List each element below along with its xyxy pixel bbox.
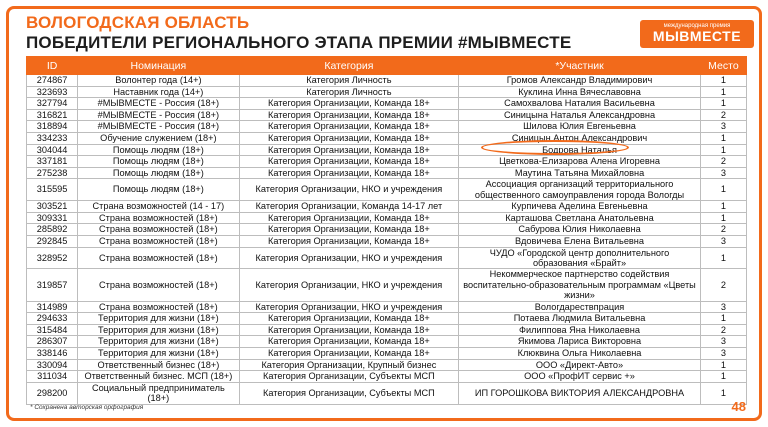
table-header-row — [27, 57, 747, 75]
cell-id: 315484 — [27, 324, 78, 336]
cell-participant: Шилова Юлия Евгеньевна — [459, 121, 701, 133]
cell-participant: Маутина Татьяна Михайловна — [459, 167, 701, 179]
cell-id: 334233 — [27, 132, 78, 144]
cell-nomination: Помощь людям (18+) — [78, 167, 239, 179]
cell-nomination: Ответственный бизнес (18+) — [78, 359, 239, 371]
page-number: 48 — [731, 399, 746, 414]
cell-category: Категория Организации, Команда 18+ — [239, 313, 459, 325]
cell-place: 2 — [700, 324, 746, 336]
cell-place: 1 — [700, 98, 746, 110]
cell-nomination: Страна возможностей (14 - 17) — [78, 201, 239, 213]
cell-nomination: Территория для жизни (18+) — [78, 313, 239, 325]
cell-participant: Вологдарествпрация — [459, 301, 701, 313]
cell-id: 315595 — [27, 179, 78, 201]
cell-id: 337181 — [27, 156, 78, 168]
cell-category: Категория Организации, Команда 18+ — [239, 132, 459, 144]
table-row — [27, 269, 747, 301]
cell-participant: Карташова Светлана Анатольевна — [459, 212, 701, 224]
page-title: ПОБЕДИТЕЛИ РЕГИОНАЛЬНОГО ЭТАПА ПРЕМИИ #МЫВМЕСТЕ — [26, 33, 572, 52]
table-row — [27, 109, 747, 121]
cell-category: Категория Организации, Крупный бизнес — [239, 359, 459, 371]
cell-participant: Сабурова Юлия Николаевна — [459, 224, 701, 236]
cell-nomination: Помощь людям (18+) — [78, 179, 239, 201]
column-header-nomination: Номинация — [78, 57, 239, 75]
cell-participant: Громов Александр Владимирович — [459, 75, 701, 87]
column-header-place: Место — [700, 57, 746, 75]
cell-place: 1 — [700, 86, 746, 98]
cell-participant: Вдовичева Елена Витальевна — [459, 235, 701, 247]
cell-category: Категория Организации, НКО и учреждения — [239, 179, 459, 201]
cell-id: 319857 — [27, 269, 78, 301]
table-row — [27, 382, 747, 404]
cell-place: 3 — [700, 336, 746, 348]
cell-nomination: Страна возможностей (18+) — [78, 235, 239, 247]
cell-id: 292845 — [27, 235, 78, 247]
column-header-id: ID — [27, 57, 78, 75]
table-row — [27, 98, 747, 110]
table-row — [27, 359, 747, 371]
cell-nomination: Волонтер года (14+) — [78, 75, 239, 87]
cell-place: 3 — [700, 167, 746, 179]
region-title: ВОЛОГОДСКАЯ ОБЛАСТЬ — [26, 13, 250, 32]
cell-participant: ООО «Директ-Авто» — [459, 359, 701, 371]
cell-participant: Синицын Антон Александрович — [459, 132, 701, 144]
logo-subtitle: международная премия — [663, 23, 731, 29]
cell-place: 3 — [700, 301, 746, 313]
table-row — [27, 144, 747, 156]
table-row — [27, 313, 747, 325]
cell-id: 327794 — [27, 98, 78, 110]
cell-nomination: #МЫВМЕСТЕ - Россия (18+) — [78, 121, 239, 133]
cell-nomination: Страна возможностей (18+) — [78, 301, 239, 313]
cell-place: 1 — [700, 179, 746, 201]
cell-place: 3 — [700, 121, 746, 133]
cell-id: 338146 — [27, 347, 78, 359]
cell-category: Категория Организации, Команда 18+ — [239, 121, 459, 133]
cell-id: 304044 — [27, 144, 78, 156]
table-row — [27, 301, 747, 313]
cell-place: 1 — [700, 247, 746, 269]
cell-id: 309331 — [27, 212, 78, 224]
winners-table — [26, 56, 747, 405]
cell-place: 1 — [700, 212, 746, 224]
cell-nomination: Территория для жизни (18+) — [78, 324, 239, 336]
cell-nomination: #МЫВМЕСТЕ - Россия (18+) — [78, 98, 239, 110]
table-row — [27, 347, 747, 359]
cell-id: 311034 — [27, 371, 78, 383]
cell-id: 314989 — [27, 301, 78, 313]
table-row — [27, 235, 747, 247]
table-row — [27, 75, 747, 87]
brand-logo — [640, 20, 754, 48]
cell-category: Категория Личность — [239, 75, 459, 87]
cell-nomination: Территория для жизни (18+) — [78, 347, 239, 359]
cell-id: 316821 — [27, 109, 78, 121]
cell-place: 3 — [700, 347, 746, 359]
cell-participant: Самохвалова Наталия Васильевна — [459, 98, 701, 110]
cell-place: 2 — [700, 269, 746, 301]
cell-id: 285892 — [27, 224, 78, 236]
cell-place: 1 — [700, 144, 746, 156]
cell-nomination: Обучение служением (18+) — [78, 132, 239, 144]
cell-category: Категория Организации, Команда 14-17 лет — [239, 201, 459, 213]
cell-participant: Цветкова-Елизарова Алена Игоревна — [459, 156, 701, 168]
cell-participant: Синицына Наталья Александровна — [459, 109, 701, 121]
cell-category: Категория Организации, Команда 18+ — [239, 336, 459, 348]
cell-place: 1 — [700, 75, 746, 87]
cell-id: 275238 — [27, 167, 78, 179]
cell-participant: ООО «ПрофИТ сервис +» — [459, 371, 701, 383]
cell-place: 1 — [700, 382, 746, 404]
cell-category: Категория Организации, Команда 18+ — [239, 235, 459, 247]
table-row — [27, 121, 747, 133]
cell-nomination: Страна возможностей (18+) — [78, 269, 239, 301]
cell-participant: Бодрова Наталья — [459, 144, 701, 156]
table-row — [27, 212, 747, 224]
table-row — [27, 86, 747, 98]
cell-category: Категория Организации, Команда 18+ — [239, 167, 459, 179]
cell-category: Категория Организации, Команда 18+ — [239, 144, 459, 156]
table-body — [27, 75, 747, 405]
cell-nomination: Страна возможностей (18+) — [78, 247, 239, 269]
cell-category: Категория Организации, НКО и учреждения — [239, 301, 459, 313]
cell-place: 1 — [700, 313, 746, 325]
cell-id: 328952 — [27, 247, 78, 269]
cell-place: 3 — [700, 235, 746, 247]
cell-id: 330094 — [27, 359, 78, 371]
cell-participant: Куклина Инна Вячеславовна — [459, 86, 701, 98]
cell-participant: Курпичева Аделина Евгеньевна — [459, 201, 701, 213]
table-row — [27, 201, 747, 213]
table-row — [27, 324, 747, 336]
cell-nomination: Страна возможностей (18+) — [78, 212, 239, 224]
cell-participant: Клюквина Ольга Николаевна — [459, 347, 701, 359]
cell-place: 2 — [700, 156, 746, 168]
logo-wordmark: МЫВМЕСТЕ — [652, 28, 742, 44]
cell-nomination: Наставник года (14+) — [78, 86, 239, 98]
cell-id: 303521 — [27, 201, 78, 213]
cell-participant: Якимова Лариса Викторовна — [459, 336, 701, 348]
cell-category: Категория Организации, Команда 18+ — [239, 109, 459, 121]
cell-nomination: Страна возможностей (18+) — [78, 224, 239, 236]
table-row — [27, 179, 747, 201]
cell-nomination: Помощь людям (18+) — [78, 144, 239, 156]
table-row — [27, 247, 747, 269]
cell-participant: ЧУДО «Городской центр дополнительного образования «Брайт» — [459, 247, 701, 269]
cell-participant: Филиппова Яна Николаевна — [459, 324, 701, 336]
table-row — [27, 167, 747, 179]
cell-nomination: Ответственный бизнес. МСП (18+) — [78, 371, 239, 383]
cell-nomination: Территория для жизни (18+) — [78, 336, 239, 348]
cell-category: Категория Организации, Команда 18+ — [239, 224, 459, 236]
footnote: * Сохранена авторская орфография — [30, 404, 144, 411]
cell-category: Категория Организации, НКО и учреждения — [239, 269, 459, 301]
table-row — [27, 224, 747, 236]
cell-nomination: Помощь людям (18+) — [78, 156, 239, 168]
cell-category: Категория Личность — [239, 86, 459, 98]
cell-place: 1 — [700, 132, 746, 144]
cell-category: Категория Организации, НКО и учреждения — [239, 247, 459, 269]
cell-category: Категория Организации, Команда 18+ — [239, 98, 459, 110]
cell-category: Категория Организации, Команда 18+ — [239, 212, 459, 224]
cell-id: 286307 — [27, 336, 78, 348]
cell-participant: Некоммерческое партнерство содействия воспитательно-образовательным программам «Цветы жизни» — [459, 269, 701, 301]
cell-place: 2 — [700, 224, 746, 236]
cell-category: Категория Организации, Команда 18+ — [239, 156, 459, 168]
cell-place: 2 — [700, 109, 746, 121]
table-row — [27, 371, 747, 383]
cell-place: 1 — [700, 371, 746, 383]
cell-id: 318894 — [27, 121, 78, 133]
cell-category: Категория Организации, Субъекты МСП — [239, 371, 459, 383]
cell-participant: Ассоциация организаций территориального общественного самоуправления города Вологды — [459, 179, 701, 201]
table-row — [27, 156, 747, 168]
cell-id: 298200 — [27, 382, 78, 404]
cell-nomination: #МЫВМЕСТЕ - Россия (18+) — [78, 109, 239, 121]
cell-participant: ИП ГОРОШКОВА ВИКТОРИЯ АЛЕКСАНДРОВНА — [459, 382, 701, 404]
cell-place: 1 — [700, 359, 746, 371]
table-row — [27, 336, 747, 348]
cell-id: 323693 — [27, 86, 78, 98]
cell-category: Категория Организации, Субъекты МСП — [239, 382, 459, 404]
cell-category: Категория Организации, Команда 18+ — [239, 347, 459, 359]
cell-id: 274867 — [27, 75, 78, 87]
cell-category: Категория Организации, Команда 18+ — [239, 324, 459, 336]
cell-nomination: Социальный предприниматель (18+) — [78, 382, 239, 404]
table-row — [27, 132, 747, 144]
cell-participant: Потаева Людмила Витальевна — [459, 313, 701, 325]
column-header-category: Категория — [239, 57, 459, 75]
cell-id: 294633 — [27, 313, 78, 325]
cell-place: 1 — [700, 201, 746, 213]
column-header-participant: *Участник — [459, 57, 701, 75]
